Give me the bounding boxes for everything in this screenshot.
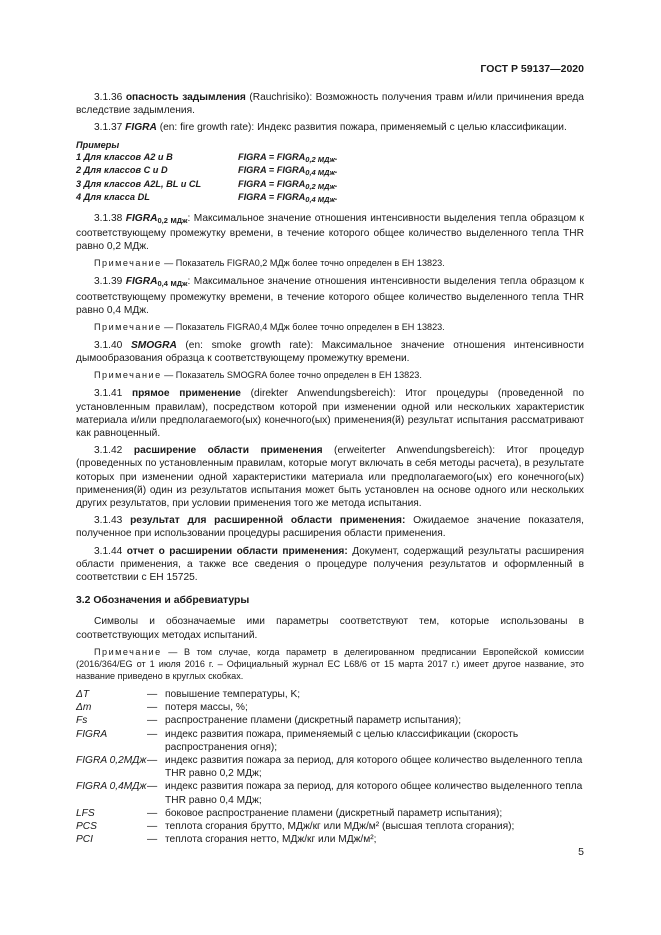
symbol-description: индекс развития пожара за период, для которого общее количество выделенного тепла THR равно 0,2 МДж;	[165, 754, 583, 780]
clause-number: 3.1.37	[94, 122, 123, 134]
clause-3-1-41	[76, 387, 584, 440]
clause-term: опасность задымления	[125, 92, 246, 103]
examples-table	[76, 152, 584, 206]
clause-text: (en: smoke growth rate): Максимальное значение отношения интенсивности дымообразования образца к соответствующему промежутку времени.	[76, 340, 584, 365]
symbol-row	[76, 820, 584, 833]
example-formula: FIGRA = $FIGRA_{0,2 МДж}$.	[238, 151, 338, 164]
clause-text: (Rauchrisiko): Возможность получения травм и/или причинения вреда вследствие задымления.	[76, 92, 584, 117]
symbol-description: индекс развития пожара за период, для которого общее количество выделенного тепла THR равно 0,4 МДж;	[165, 781, 583, 806]
note-3	[76, 369, 584, 381]
clause-3-1-42	[76, 444, 584, 510]
clause-term: FIGRA	[125, 122, 157, 134]
clause-term: FIGRA	[125, 276, 158, 288]
clause-3-1-44	[76, 545, 584, 585]
symbol: Δm	[76, 702, 92, 714]
symbol: ΔT	[76, 688, 90, 700]
clause-number: 3.1.38	[94, 212, 123, 224]
clause-3-1-43	[76, 514, 584, 540]
clause-number: 3.1.43	[94, 515, 123, 527]
note-label: Примечание	[94, 370, 162, 381]
symbol-dash: —	[147, 820, 158, 832]
examples-title: Примеры	[76, 139, 120, 150]
symbol-dash: —	[147, 728, 158, 740]
example-class: 3 Для классов A2L, BL и CL	[76, 178, 202, 189]
clause-term: расширение области применения	[133, 445, 323, 457]
symbol-row	[76, 714, 584, 727]
symbol: FIGRA 0,2МДж	[76, 754, 147, 766]
clause-term: SMOGRA	[130, 340, 177, 352]
clause-number: 3.1.40	[94, 340, 123, 352]
note-text: — Показатель SMOGRA более точно определен в ЕН 13823.	[161, 370, 422, 381]
note-text: — В том случае, когда параметр в делегированном предписании Европейской комиссии (2016/364/EG от 1 июля 2016 г. – Официальный журнал ЕС L68/6 от 15 марта 2017 г.) имеет другое название, это название приведено в круглых скобках.	[76, 646, 584, 681]
clause-text: : Максимальное значение отношения интенсивности выделения тепла образцом к соответствующему промежутку времени, в течение которого общее количество выделенного тепла THR равно 0,4 МДж.	[76, 276, 585, 316]
symbol-description: индекс развития пожара, применяемый с целью классификации (скорость распространения огня);	[165, 728, 519, 753]
symbol-description: повышение температуры, K;	[165, 688, 301, 700]
example-class: 2 Для классов C и D	[76, 165, 168, 176]
symbol: FIGRA	[76, 728, 108, 740]
section-heading: 3.2 Обозначения и аббревиатуры	[76, 595, 250, 607]
symbol-description: потеря массы, %;	[165, 702, 248, 714]
symbol-description: теплота сгорания брутто, МДж/кг или МДж/м² (высшая теплота сгорания);	[165, 820, 515, 832]
symbol-dash: —	[147, 834, 158, 846]
symbol-dash: —	[147, 688, 158, 700]
symbol-row	[76, 780, 584, 806]
clause-3-1-40	[76, 339, 584, 365]
note-label: Примечание	[94, 322, 162, 333]
note-text: — Показатель FIGRA0,4 МДж более точно определен в ЕН 13823.	[161, 322, 445, 333]
symbol-description: теплота сгорания нетто, МДж/кг или МДж/м²;	[165, 834, 377, 846]
example-formula: FIGRA = $FIGRA_{0,4 МДж}$.	[238, 165, 338, 178]
example-class: 1 Для классов A2 и B	[76, 151, 173, 162]
clause-number: 3.1.39	[94, 276, 123, 288]
note-4	[76, 646, 584, 682]
symbol: PCS	[76, 820, 97, 832]
clause-text: : Максимальное значение отношения интенсивности выделения тепла образцом к соответствующему промежутку времени, в течение которого общее количество выделенного тепла THR равно 0,2 МДж.	[76, 212, 585, 253]
section-intro	[76, 615, 584, 641]
clause-term: прямое применение	[132, 388, 241, 400]
clause-term: отчет о расширении области применения:	[126, 545, 348, 557]
example-row	[76, 192, 584, 206]
symbol-row	[76, 833, 584, 846]
symbol: Fs	[76, 715, 88, 727]
symbol: FIGRA 0,4МДж	[76, 781, 147, 793]
clause-text: Документ, содержащий результаты расширения области применения, а также все сведения о процедуре получения результатов и оформленный в соответствии с ЕН 15725.	[76, 545, 585, 584]
note-text: — Показатель FIGRA0,2 МДж более точно определен в ЕН 13823.	[161, 258, 445, 269]
page-content	[76, 91, 584, 846]
note-label: Примечание	[94, 646, 162, 657]
clause-number: 3.1.44	[94, 545, 123, 557]
clause-term: результат для расширенной области применения:	[130, 515, 406, 527]
symbol-row	[76, 728, 584, 754]
clause-term-subscript: 0,4 МДж	[157, 279, 188, 289]
symbol: PCI	[76, 834, 93, 846]
symbol-description: распространение пламени (дискретный параметр испытания);	[165, 715, 462, 727]
note-label: Примечание	[94, 258, 162, 269]
clause-3-1-38	[76, 212, 584, 254]
symbols-table	[76, 688, 584, 846]
symbol-row	[76, 688, 584, 701]
clause-text: (direkter Anwendungsbereich): Итог процедуры (проведенной по установленным правилам), посредством которой при изменении одной или нескольких характеристик материала и/или предполагаемого(ых) конечного(ых) применения(й) результат испытания рассматривают как равноценный.	[76, 388, 584, 440]
clause-text: (erweiterter Anwendungsbereich): Итог процедур (проведенных по установленным правилам, которые могут включать в себя методы расчета), в результате которых при изменении одной характеристики материала или предполагаемого(ых) его конечного(ых) применения(й) один из результатов испытания может быть установлен на основе одного или нескольких других результатов, при условии применения того же метода испытания.	[76, 445, 584, 510]
document-header: ГОСТ Р 59137—2020	[480, 63, 584, 75]
symbol-dash: —	[147, 781, 158, 793]
clause-3-1-39	[76, 275, 584, 317]
symbol-dash: —	[147, 702, 158, 714]
clause-term: FIGRA	[125, 212, 158, 224]
section-intro-text: Символы и обозначаемые ими параметры соответствуют тем, которые использованы в соответствующих методах испытаний.	[76, 616, 584, 641]
clause-text: (en: fire growth rate): Индекс развития пожара, применяемый с целью классификации.	[156, 122, 567, 134]
page-number: 5	[578, 846, 584, 858]
symbol-dash: —	[147, 754, 158, 766]
example-formula: FIGRA = $FIGRA_{0,4 МДж}$.	[238, 192, 338, 205]
clause-number: 3.1.42	[94, 445, 123, 457]
clause-text: Ожидаемое значение показателя, полученное при использовании процедуры расширения области применения.	[76, 515, 584, 540]
note-2	[76, 321, 584, 333]
symbol-row	[76, 754, 584, 780]
symbol: LFS	[76, 807, 95, 819]
example-row	[76, 179, 584, 193]
symbol-row	[76, 807, 584, 820]
clause-3-1-37	[76, 121, 584, 134]
clause-number: 3.1.41	[94, 388, 123, 400]
symbol-description: боковое распространение пламени (дискретный параметр испытания);	[165, 807, 503, 819]
note-1	[76, 257, 584, 269]
symbol-row	[76, 701, 584, 714]
example-row	[76, 165, 584, 179]
example-formula: FIGRA = $FIGRA_{0,2 МДж}$.	[238, 178, 338, 191]
symbol-dash: —	[147, 807, 158, 819]
clause-term-subscript: 0,2 МДж	[157, 215, 188, 225]
example-row	[76, 152, 584, 166]
clause-3-1-36	[76, 91, 584, 117]
clause-number: 3.1.36	[94, 92, 123, 103]
example-class: 4 Для класса DL	[76, 192, 150, 203]
symbol-dash: —	[147, 715, 158, 727]
